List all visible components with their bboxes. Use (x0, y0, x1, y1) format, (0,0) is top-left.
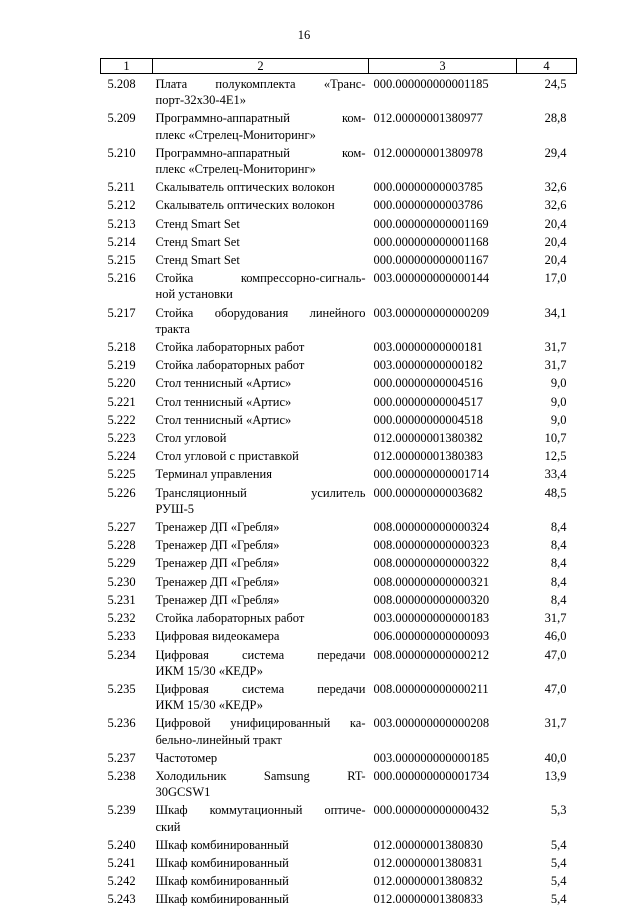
value-cell: 17,0 (544, 271, 567, 286)
inventory-number-cell: 012.00000001380833 (373, 892, 483, 907)
table-row (101, 250, 577, 268)
row-number-cell: 5.228 (107, 538, 136, 553)
row-number-cell: 5.214 (107, 234, 136, 249)
value-cell: 33,4 (544, 467, 567, 482)
row-number-cell: 5.231 (107, 592, 136, 607)
row-number-cell: 5.219 (107, 358, 136, 373)
table-row (101, 553, 577, 571)
description-cell (153, 108, 369, 142)
value-cell: 20,4 (544, 216, 567, 231)
table-row (101, 303, 577, 337)
description-line: Цифровая система передачи (155, 681, 366, 696)
equipment-table (100, 58, 577, 908)
description-cell (153, 337, 369, 355)
description-cell (153, 232, 369, 250)
description-line: Шкаф комбинированный (155, 837, 289, 852)
value-cell: 9,0 (550, 412, 567, 427)
table-body (101, 74, 577, 908)
description-cell (153, 303, 369, 337)
table-row (101, 373, 577, 391)
table-row (101, 464, 577, 482)
column-header-2: 2 (153, 59, 369, 74)
inventory-number-cell: 012.00000001380383 (373, 449, 483, 464)
value-cell: 8,4 (550, 574, 567, 589)
inventory-number-cell: 006.000000000000093 (373, 629, 490, 644)
description-line: Стенд Smart Set (155, 253, 240, 268)
inventory-number-cell: 003.000000000000144 (373, 271, 490, 286)
value-cell: 40,0 (544, 750, 567, 765)
value-cell: 5,3 (550, 803, 567, 818)
table-row (101, 143, 577, 177)
value-cell: 5,4 (550, 837, 567, 852)
table-row (101, 268, 577, 302)
table-row (101, 645, 577, 679)
value-cell: 9,0 (550, 376, 567, 391)
row-number-cell: 5.234 (107, 647, 136, 662)
table-row (101, 535, 577, 553)
value-cell: 31,7 (544, 358, 567, 373)
description-cell (153, 428, 369, 446)
value-cell: 31,7 (544, 340, 567, 355)
description-cell (153, 214, 369, 232)
value-cell: 29,4 (544, 145, 567, 160)
table-row (101, 590, 577, 608)
description-line: Холодильник Samsung RT- (155, 768, 366, 783)
value-cell: 47,0 (544, 681, 567, 696)
description-cell (153, 608, 369, 626)
row-number-cell: 5.238 (107, 768, 136, 783)
description-line: порт-32х30-4Е1» (155, 93, 246, 108)
table-row (101, 748, 577, 766)
description-line: Частотомер (155, 750, 218, 765)
description-line: ной установки (155, 287, 233, 302)
row-number-cell: 5.212 (107, 198, 136, 213)
row-number-cell: 5.209 (107, 111, 136, 126)
description-line: Трансляционный усилитель (155, 485, 366, 500)
row-number-cell: 5.241 (107, 855, 136, 870)
row-number-cell: 5.225 (107, 467, 136, 482)
description-cell (153, 713, 369, 747)
value-cell: 20,4 (544, 234, 567, 249)
description-cell (153, 871, 369, 889)
table-row (101, 517, 577, 535)
description-line: ИКМ 15/30 «КЕДР» (155, 698, 263, 713)
row-number-cell: 5.210 (107, 145, 136, 160)
row-number-cell: 5.227 (107, 520, 136, 535)
description-cell (153, 766, 369, 800)
description-line: плекс «Стрелец-Мониторинг» (155, 162, 316, 177)
column-header-3: 3 (369, 59, 517, 74)
value-cell: 8,4 (550, 592, 567, 607)
description-cell (153, 748, 369, 766)
table-row (101, 232, 577, 250)
description-line: Цифровой унифицированный ка- (155, 716, 366, 731)
description-line: Программно-аппаратный ком- (155, 111, 366, 126)
description-line: Стол угловой с приставкой (155, 449, 299, 464)
description-line: Стойка лабораторных работ (155, 340, 305, 355)
value-cell: 34,1 (544, 305, 567, 320)
description-line: Тренажер ДП «Гребля» (155, 520, 280, 535)
description-line: РУШ-5 (155, 501, 195, 516)
value-cell: 5,4 (550, 855, 567, 870)
description-cell (153, 464, 369, 482)
inventory-number-cell: 000.00000000003785 (373, 180, 483, 195)
description-cell (153, 250, 369, 268)
inventory-number-cell: 012.00000001380382 (373, 431, 483, 446)
description-line: Шкаф коммутационный оптиче- (155, 803, 366, 818)
row-number-cell: 5.215 (107, 253, 136, 268)
row-number-cell: 5.224 (107, 449, 136, 464)
description-line: Скалыватель оптических волокон (155, 180, 335, 195)
description-cell (153, 483, 369, 517)
value-cell: 46,0 (544, 629, 567, 644)
description-line: Стол теннисный «Артис» (155, 394, 292, 409)
description-line: Стол теннисный «Артис» (155, 376, 292, 391)
table-row (101, 410, 577, 428)
inventory-number-cell: 008.000000000000323 (373, 538, 490, 553)
description-line: Скалыватель оптических волокон (155, 198, 335, 213)
row-number-cell: 5.216 (107, 271, 136, 286)
description-line: Стойка лабораторных работ (155, 358, 305, 373)
value-cell: 12,5 (544, 449, 567, 464)
description-line: плекс «Стрелец-Мониторинг» (155, 127, 316, 142)
inventory-number-cell: 012.00000001380832 (373, 874, 483, 889)
row-number-cell: 5.226 (107, 485, 136, 500)
inventory-number-cell: 003.00000000000182 (373, 358, 483, 373)
description-line: Стойка лабораторных работ (155, 611, 305, 626)
column-header-4: 4 (517, 59, 577, 74)
table-row (101, 428, 577, 446)
description-line: Плата полукомплекта «Транс- (155, 77, 366, 91)
row-number-cell: 5.236 (107, 716, 136, 731)
row-number-cell: 5.229 (107, 556, 136, 571)
table-row (101, 392, 577, 410)
inventory-number-cell: 000.00000000004516 (373, 376, 483, 391)
table-row (101, 74, 577, 109)
inventory-number-cell: 008.000000000000322 (373, 556, 490, 571)
table-row (101, 108, 577, 142)
inventory-number-cell: 003.000000000000208 (373, 716, 490, 731)
table-row (101, 177, 577, 195)
value-cell: 13,9 (544, 768, 567, 783)
inventory-number-cell: 000.000000000001185 (373, 77, 489, 91)
table-header-row (101, 59, 577, 74)
inventory-number-cell: 008.000000000000324 (373, 520, 490, 535)
description-line: Тренажер ДП «Гребля» (155, 538, 280, 553)
description-line: Цифровая система передачи (155, 647, 366, 662)
row-number-cell: 5.222 (107, 412, 136, 427)
value-cell: 32,6 (544, 180, 567, 195)
description-line: Шкаф комбинированный (155, 855, 289, 870)
description-cell (153, 392, 369, 410)
row-number-cell: 5.240 (107, 837, 136, 852)
inventory-number-cell: 012.00000001380830 (373, 837, 483, 852)
table-row (101, 679, 577, 713)
description-cell (153, 517, 369, 535)
description-cell (153, 177, 369, 195)
row-number-cell: 5.218 (107, 340, 136, 355)
inventory-number-cell: 000.00000000003786 (373, 198, 483, 213)
row-number-cell: 5.232 (107, 611, 136, 626)
description-line: Программно-аппаратный ком- (155, 145, 366, 160)
value-cell: 47,0 (544, 647, 567, 662)
value-cell: 20,4 (544, 253, 567, 268)
inventory-number-cell: 003.000000000000183 (373, 611, 490, 626)
row-number-cell: 5.223 (107, 431, 136, 446)
description-line: бельно-линейный тракт (155, 732, 282, 747)
row-number-cell: 5.208 (107, 77, 136, 91)
description-cell (153, 446, 369, 464)
inventory-number-cell: 012.00000001380978 (373, 145, 483, 160)
table-row (101, 355, 577, 373)
description-line: Стойка компрессорно-сигналь- (155, 271, 366, 286)
description-cell (153, 800, 369, 834)
inventory-number-cell: 008.000000000000320 (373, 592, 490, 607)
inventory-number-cell: 003.00000000000181 (373, 340, 483, 355)
table-row (101, 835, 577, 853)
inventory-number-cell: 003.000000000000209 (373, 305, 490, 320)
description-line: Цифровая видеокамера (155, 629, 280, 644)
value-cell: 24,5 (544, 77, 567, 91)
description-cell (153, 645, 369, 679)
description-line: Стол теннисный «Артис» (155, 412, 292, 427)
table-row (101, 214, 577, 232)
inventory-number-cell: 000.000000000000432 (373, 803, 490, 818)
row-number-cell: 5.211 (107, 180, 136, 195)
row-number-cell: 5.221 (107, 394, 136, 409)
value-cell: 10,7 (544, 431, 567, 446)
row-number-cell: 5.213 (107, 216, 136, 231)
table-row (101, 572, 577, 590)
description-line: Терминал управления (155, 467, 272, 482)
description-line: Стойка оборудования линейного (155, 305, 366, 320)
table-row (101, 626, 577, 644)
row-number-cell: 5.230 (107, 574, 136, 589)
description-cell (153, 572, 369, 590)
inventory-number-cell: 012.00000001380977 (373, 111, 483, 126)
description-line: ИКМ 15/30 «КЕДР» (155, 663, 263, 678)
inventory-number-cell: 000.000000000001169 (373, 216, 489, 231)
row-number-cell: 5.220 (107, 376, 136, 391)
description-cell (153, 195, 369, 213)
table-row (101, 608, 577, 626)
inventory-number-cell: 008.000000000000212 (373, 647, 490, 662)
description-line: ский (155, 819, 181, 834)
inventory-number-cell: 012.00000001380831 (373, 855, 483, 870)
description-cell (153, 355, 369, 373)
description-cell (153, 268, 369, 302)
description-line: Стенд Smart Set (155, 216, 240, 231)
description-line: тракта (155, 321, 190, 336)
description-cell (153, 373, 369, 391)
value-cell: 5,4 (550, 892, 567, 907)
description-line: Стенд Smart Set (155, 234, 240, 249)
description-line: Шкаф комбинированный (155, 892, 289, 907)
inventory-number-cell: 000.00000000004517 (373, 394, 483, 409)
table-row (101, 800, 577, 834)
table-row (101, 853, 577, 871)
inventory-number-cell: 000.000000000001168 (373, 234, 489, 249)
description-cell (153, 74, 369, 109)
value-cell: 9,0 (550, 394, 567, 409)
description-cell (153, 626, 369, 644)
inventory-number-cell: 000.000000000001734 (373, 768, 490, 783)
inventory-number-cell: 000.00000000003682 (373, 485, 483, 500)
description-line: Шкаф комбинированный (155, 874, 289, 889)
description-line: Тренажер ДП «Гребля» (155, 574, 280, 589)
table-row (101, 446, 577, 464)
inventory-number-cell: 008.000000000000211 (373, 681, 489, 696)
value-cell: 48,5 (544, 485, 567, 500)
value-cell: 32,6 (544, 198, 567, 213)
row-number-cell: 5.237 (107, 750, 136, 765)
row-number-cell: 5.235 (107, 681, 136, 696)
page-number: 16 (297, 28, 311, 42)
inventory-number-cell: 000.000000000001714 (373, 467, 490, 482)
value-cell: 8,4 (550, 538, 567, 553)
description-line: Тренажер ДП «Гребля» (155, 592, 280, 607)
row-number-cell: 5.243 (107, 892, 136, 907)
value-cell: 31,7 (544, 611, 567, 626)
description-line: 30GCSW1 (155, 785, 211, 800)
row-number-cell: 5.233 (107, 629, 136, 644)
inventory-number-cell: 000.00000000004518 (373, 412, 483, 427)
description-line: Стол угловой (155, 431, 227, 446)
description-line: Тренажер ДП «Гребля» (155, 556, 280, 571)
inventory-number-cell: 008.000000000000321 (373, 574, 490, 589)
description-cell (153, 679, 369, 713)
inventory-number-cell: 000.000000000001167 (373, 253, 489, 268)
table-row (101, 766, 577, 800)
table-row (101, 871, 577, 889)
description-cell (153, 590, 369, 608)
value-cell: 8,4 (550, 520, 567, 535)
value-cell: 28,8 (544, 111, 567, 126)
table-row (101, 713, 577, 747)
column-header-1: 1 (101, 59, 153, 74)
description-cell (153, 535, 369, 553)
table-row (101, 483, 577, 517)
value-cell: 5,4 (550, 874, 567, 889)
table-row (101, 337, 577, 355)
row-number-cell: 5.239 (107, 803, 136, 818)
description-cell (153, 410, 369, 428)
row-number-cell: 5.242 (107, 874, 136, 889)
description-cell (153, 553, 369, 571)
value-cell: 31,7 (544, 716, 567, 731)
description-cell (153, 853, 369, 871)
description-cell (153, 835, 369, 853)
description-cell (153, 143, 369, 177)
row-number-cell: 5.217 (107, 305, 136, 320)
table-row (101, 195, 577, 213)
inventory-number-cell: 003.000000000000185 (373, 750, 490, 765)
value-cell: 8,4 (550, 556, 567, 571)
